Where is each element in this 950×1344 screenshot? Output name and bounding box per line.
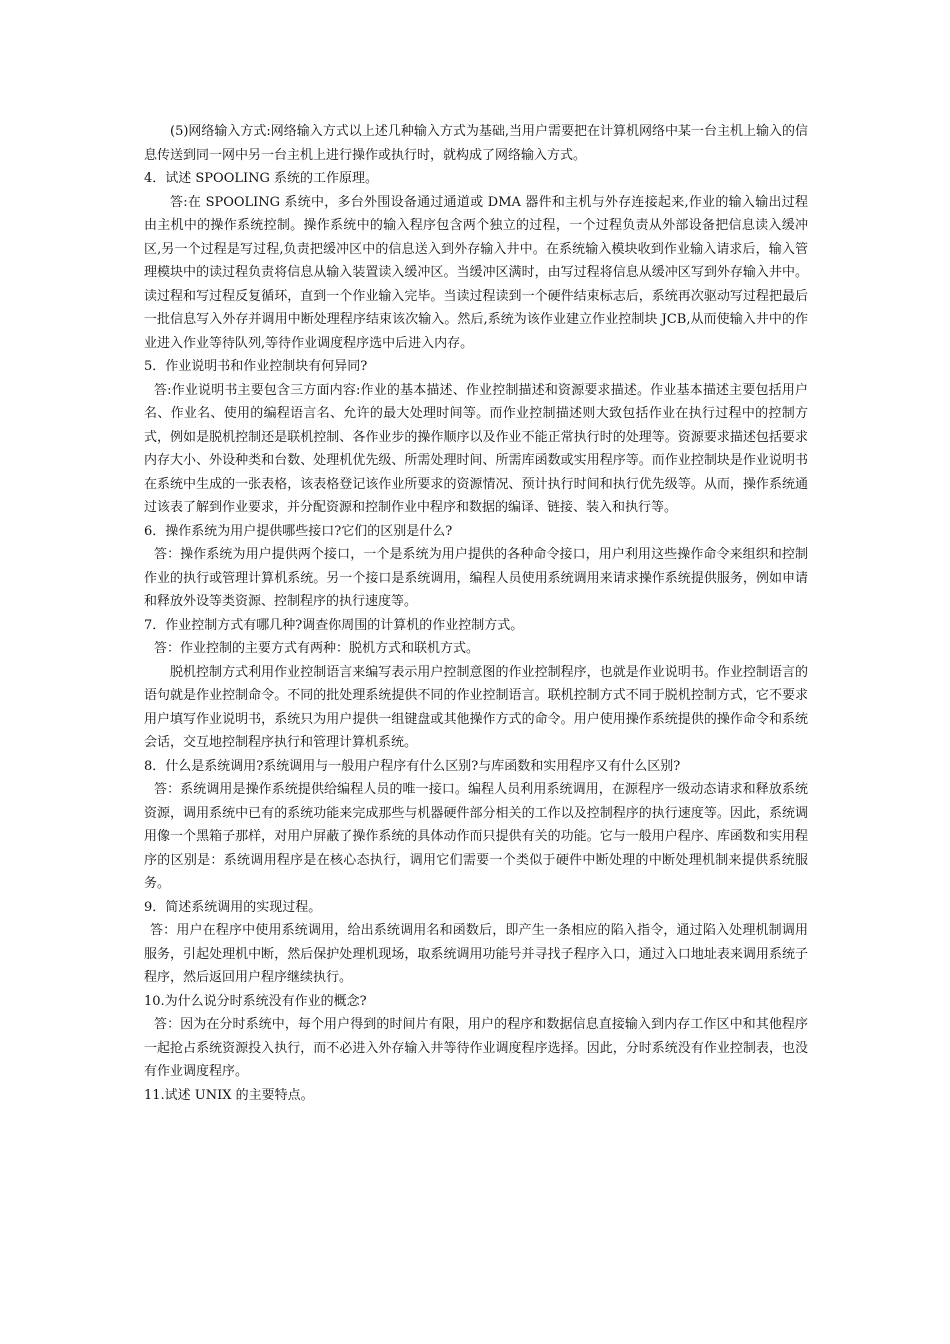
question-9: 9．简述系统调用的实现过程。: [144, 899, 322, 915]
question-8: 8．什么是系统调用?系统调用与一般用户程序有什么区别?与库函数和实用程序又有什么区别?: [144, 758, 681, 774]
answer-7-detail: 脱机控制方式利用作业控制语言来编写表示用户控制意图的作业控制程序，也就是作业说明书。作业控制语言的语句就是作业控制命令。不同的批处理系统提供不同的作业控制语言。联机控制方式不同于脱机控制方式，它不要求用户填写作业说明书，系统只为用户提供一组键盘或其他操作方式的命令。用户使用操作系统提供的操作命令和系统会话，交互地控制程序执行和管理计算机系统。: [144, 664, 808, 750]
question-4: 4．试述 SPOOLING 系统的工作原理。: [144, 171, 379, 186]
question-6: 6．操作系统为用户提供哪些接口?它们的区别是什么?: [144, 523, 453, 539]
answer-8: 答：系统调用是操作系统提供给编程人员的唯一接口。编程人员利用系统调用，在源程序一级动态请求和释放系统资源，调用系统中已有的系统功能来完成那些与机器硬件部分相关的工作以及控制程序的执行速度等。因此，系统调用像一个黑箱子那样，对用户屏蔽了操作系统的具体动作而只提供有关的功能。它与一般用户程序、库函数和实用程序的区别是：系统调用程序是在核心态执行，调用它们需要一个类似于硬件中断处理的中断处理机制来提供系统服务。: [144, 782, 808, 891]
question-7: 7．作业控制方式有哪几种?调查你周围的计算机的作业控制方式。: [144, 617, 524, 633]
answer-5: 答:作业说明书主要包含三方面内容:作业的基本描述、作业控制描述和资源要求描述。作业基本描述主要包括用户名、作业名、使用的编程语言名、允许的最大处理时间等。而作业控制描述则大致包括作业在执行过程中的控制方式，例如是脱机控制还是联机控制、各作业步的操作顺序以及作业不能正常执行时的处理等。资源要求描述包括要求内存大小、外设种类和台数、处理机优先级、所需处理时间、所需库函数或实用程序等。而作业控制块是作业说明书在系统中生成的一张表格，该表格登记该作业所要求的资源情况、预计执行时间和执行优先级等。从而，操作系统通过该表了解到作业要求，并分配资源和控制作业中程序和数据的编译、链接、装入和执行等。: [144, 382, 808, 515]
question-10: 10.为什么说分时系统没有作业的概念?: [144, 993, 367, 1009]
question-11: 11.试述 UNIX 的主要特点。: [144, 1087, 314, 1103]
question-5: 5．作业说明书和作业控制块有何异同?: [144, 359, 368, 374]
document-body: [144, 120, 808, 1107]
answer-10: 答：因为在分时系统中，每个用户得到的时间片有限，用户的程序和数据信息直接输入到内存工作区中和其他程序一起抢占系统资源投入执行，而不必进入外存输入井等待作业调度程序选择。因此，分时系统没有作业控制表，也没有作业调度程序。: [144, 1017, 808, 1079]
answer-4: 答:在 SPOOLING 系统中，多台外围设备通过通道或 DMA 器件和主机与外存连接起来,作业的输入输出过程由主机中的操作系统控制。操作系统中的输入程序包含两个独立的过程，一个过程负责从外部设备把信息读入缓冲区,另一个过程是写过程,负责把缓冲区中的信息送入到外存输入井中。在系统输入模块收到作业输入请求后，输入管理模块中的读过程负责将信息从输入装置读入缓冲区。当缓冲区满时，由写过程将信息从缓冲区写到外存输入井中。读过程和写过程反复循环，直到一个作业输入完毕。当读过程读到一个硬件结束标志后，系统再次驱动写过程把最后一批信息写入外存并调用中断处理程序结束该次输入。然后,系统为该作业建立作业控制块 JCB,从而使输入井中的作业进入作业等待队列,等待作业调度程序选中后进入内存。: [144, 194, 808, 351]
answer-9: 答：用户在程序中使用系统调用，给出系统调用名和函数后，即产生一条相应的陷入指令，通过陷入处理机制调用服务，引起处理机中断，然后保护处理机现场，取系统调用功能号并寻找子程序入口，通过入口地址表来调用系统子程序，然后返回用户程序继续执行。: [144, 923, 808, 985]
answer-paragraph: (5)网络输入方式:网络输入方式以上述几种输入方式为基础,当用户需要把在计算机网络中某一台主机上输入的信息传送到同一网中另一台主机上进行操作或执行时，就构成了网络输入方式。: [144, 124, 808, 163]
answer-6: 答：操作系统为用户提供两个接口，一个是系统为用户提供的各种命令接口，用户利用这些操作命令来组织和控制作业的执行或管理计算机系统。另一个接口是系统调用，编程人员使用系统调用来请求操作系统提供服务，例如申请和释放外设等类资源、控制程序的执行速度等。: [144, 547, 808, 609]
answer-7: 答：作业控制的主要方式有两种：脱机方式和联机方式。: [154, 641, 480, 656]
